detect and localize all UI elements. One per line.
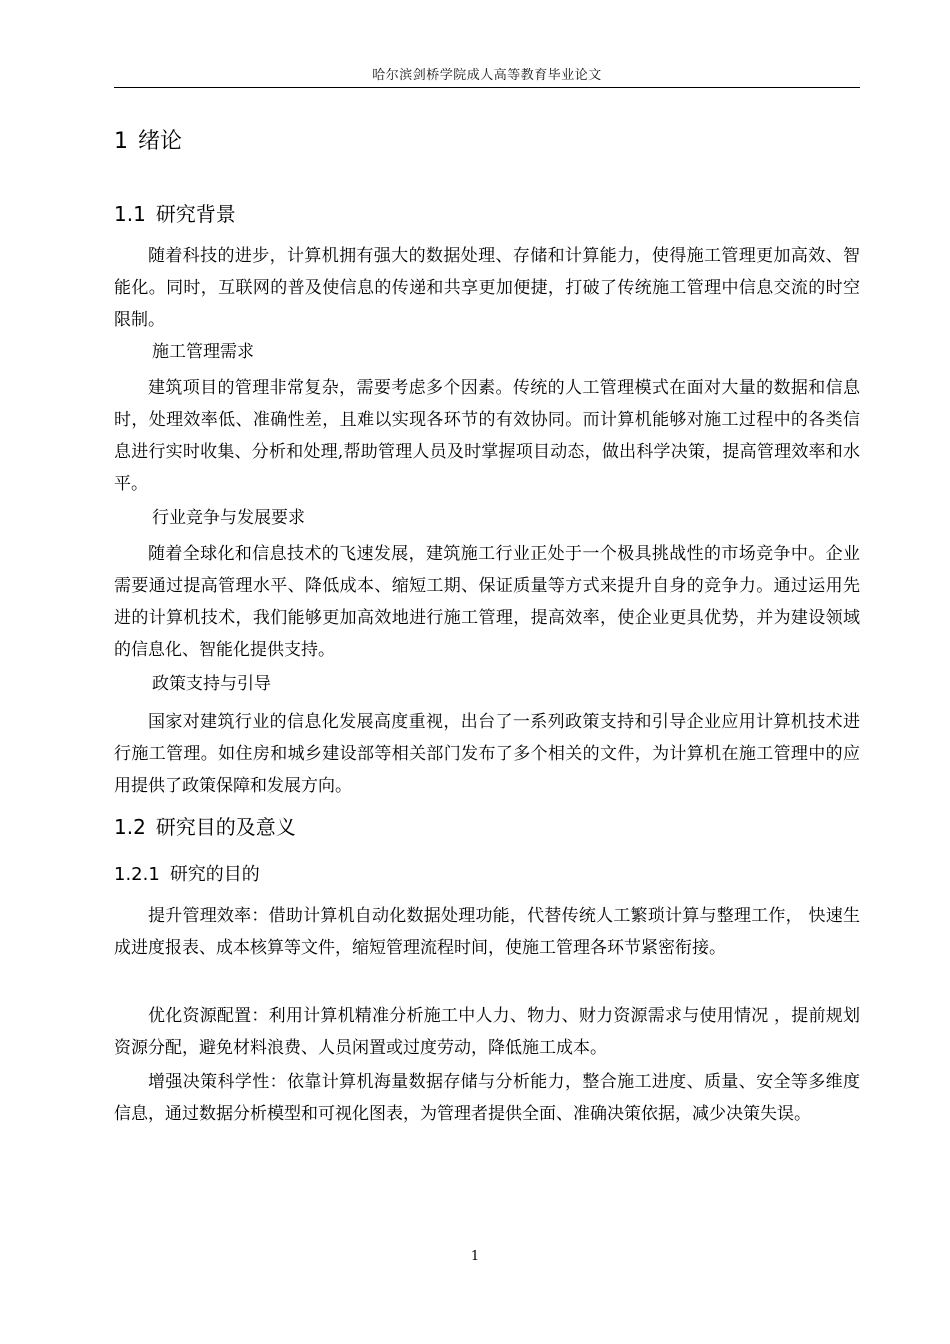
chapter-title: 绪论 bbox=[138, 129, 183, 154]
section-heading-1-2 bbox=[114, 811, 296, 840]
background-intro-paragraph: 随着科技的进步，计算机拥有强大的数据处理、存储和计算能力，使得施工管理更加高效、智能化。同时，互联网的普及使信息的传递和共享更加便捷，打破了传统施工管理中信息交流的时空限制。 bbox=[114, 246, 860, 330]
goal-paragraph-decisions: 增强决策科学性：依靠计算机海量数据存储与分析能力，整合施工进度、质量、安全等多维度信息，通过数据分析模型和可视化图表，为管理者提供全面、准确决策依据，减少决策失误。 bbox=[114, 1072, 860, 1124]
subheading-construction-needs: 施工管理需求 bbox=[152, 342, 254, 362]
running-header: 哈尔滨剑桥学院成人高等教育毕业论文 bbox=[372, 68, 602, 83]
page-number: 1 bbox=[470, 1249, 480, 1264]
section-heading-1-1 bbox=[114, 198, 236, 227]
goal-paragraph-resources: 优化资源配置：利用计算机精准分析施工中人力、物力、财力资源需求与使用情况 ，提前规划资源分配，避免材料浪费、人员闲置或过度劳动，降低施工成本。 bbox=[114, 1006, 860, 1058]
header-rule bbox=[114, 87, 860, 88]
section-number: 1.1 bbox=[114, 202, 146, 226]
subsection-number: 1.2.1 bbox=[114, 864, 160, 885]
section-number: 1.2 bbox=[114, 815, 146, 839]
industry-competition-paragraph: 随着全球化和信息技术的飞速发展，建筑施工行业正处于一个极具挑战性的市场竞争中。企业需要通过提高管理水平、降低成本、缩短工期、保证质量等方式来提升自身的竞争力。通过运用先进的计算机技术，我们能够更加高效地进行施工管理，提高效率，使企业更具优势，并为建设领域的信息化、智能化提供支持。 bbox=[114, 544, 860, 660]
subsection-heading-1-2-1 bbox=[114, 860, 260, 886]
goal-paragraph-efficiency: 提升管理效率：借助计算机自动化数据处理功能，代替传统人工繁琐计算与整理工作， 快速生成进度报表、成本核算等文件，缩短管理流程时间，使施工管理各环节紧密衔接。 bbox=[114, 906, 860, 958]
construction-needs-paragraph: 建筑项目的管理非常复杂，需要考虑多个因素。传统的人工管理模式在面对大量的数据和信息时，处理效率低、准确性差，且难以实现各环节的有效协同。而计算机能够对施工过程中的各类信息进行实时收集、分析和处理,帮助管理人员及时掌握项目动态，做出科学决策，提高管理效率和水平。 bbox=[114, 378, 860, 494]
subsection-title: 研究的目的 bbox=[169, 864, 260, 885]
chapter-number: 1 bbox=[114, 129, 128, 154]
section-title: 研究背景 bbox=[155, 202, 236, 226]
policy-support-paragraph: 国家对建筑行业的信息化发展高度重视，出台了一系列政策支持和引导企业应用计算机技术进行施工管理。如住房和城乡建设部等相关部门发布了多个相关的文件，为计算机在施工管理中的应用提供了政策保障和发展方向。 bbox=[114, 712, 860, 796]
section-title: 研究目的及意义 bbox=[155, 815, 296, 839]
subheading-policy-support: 政策支持与引导 bbox=[152, 674, 271, 694]
chapter-heading bbox=[114, 124, 182, 155]
subheading-industry-competition: 行业竞争与发展要求 bbox=[152, 508, 305, 528]
